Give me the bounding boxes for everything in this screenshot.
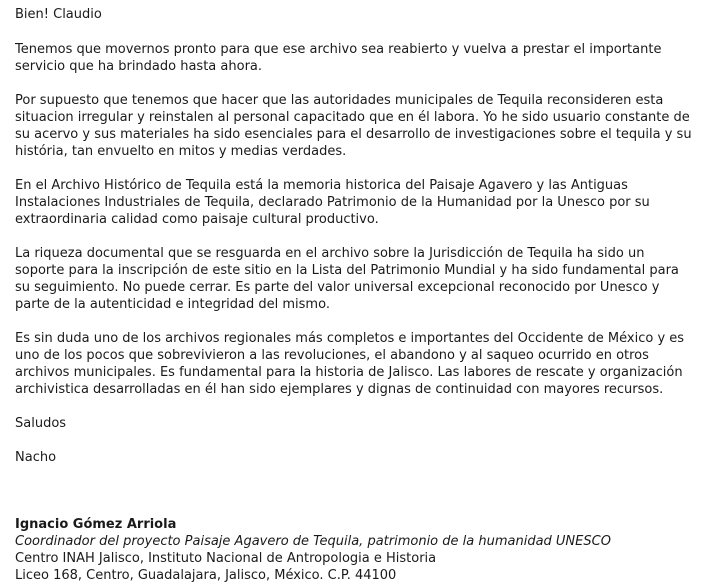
signature-institution: Centro INAH Jalisco, Instituto Nacional de Antropologia e Historia [15,551,437,566]
paragraph-5: Es sin duda uno de los archivos regionales más completos e importantes del Occidente de México y es uno de los pocos que sobrevivieron a las revoluciones, el abandono y al saqueo ocurrido en otros archivos municipales. Es fundamental para la historia de Jalisco. Las labores de rescate y organización archivistica desarrolladas en él han sido ejemplares y dignas de continuidad con mayores recursos. [15,331,685,397]
paragraph-1: Tenemos que movernos pronto para que ese archivo sea reabierto y vuelva a prestar el importante servicio que ha brindado hasta ahora. [15,42,662,74]
signature-address: Liceo 168, Centro, Guadalajara, Jalisco, México. C.P. 44100 [15,568,397,583]
closing: Saludos [15,416,67,431]
paragraph-2: Por supuesto que tenemos que hacer que las autoridades municipales de Tequila reconsideren esta situacion irregular y reinstalen al personal capacitado que en él labora. Yo he sido usuario constante de su acervo y sus materiales ha sido esenciales para el desarrollo de investigaciones sobre el tequila y su história, tan envuelto en mitos y medias verdades. [15,93,692,159]
paragraph-4: La riqueza documental que se resguarda en el archivo sobre la Jurisdicción de Tequila ha sido un soporte para la inscripción de este sitio en la Lista del Patrimonio Mundial y ha sido fundamental para su seguimiento. No puede cerrar. Es parte del valor universal excepcional reconocido por Unesco y parte de la autenticidad e integridad del mismo. [15,246,679,312]
paragraph-3: En el Archivo Histórico de Tequila está la memoria historica del Paisaje Agavero y las Antiguas Instalaciones Industriales de Tequila, declarado Patrimonio de la Humanidad por la Unesco por su extraordinaria calidad como paisaje cultural productivo. [15,178,650,227]
greeting: Bien! Claudio [15,7,102,22]
signature-name: Ignacio Gómez Arriola [15,517,177,532]
email-body [15,6,695,584]
sender-short-name: Nacho [15,450,57,465]
signature-block [15,516,695,584]
signature-title: Coordinador del proyecto Paisaje Agavero de Tequila, patrimonio de la humanidad UNESCO [15,534,611,549]
